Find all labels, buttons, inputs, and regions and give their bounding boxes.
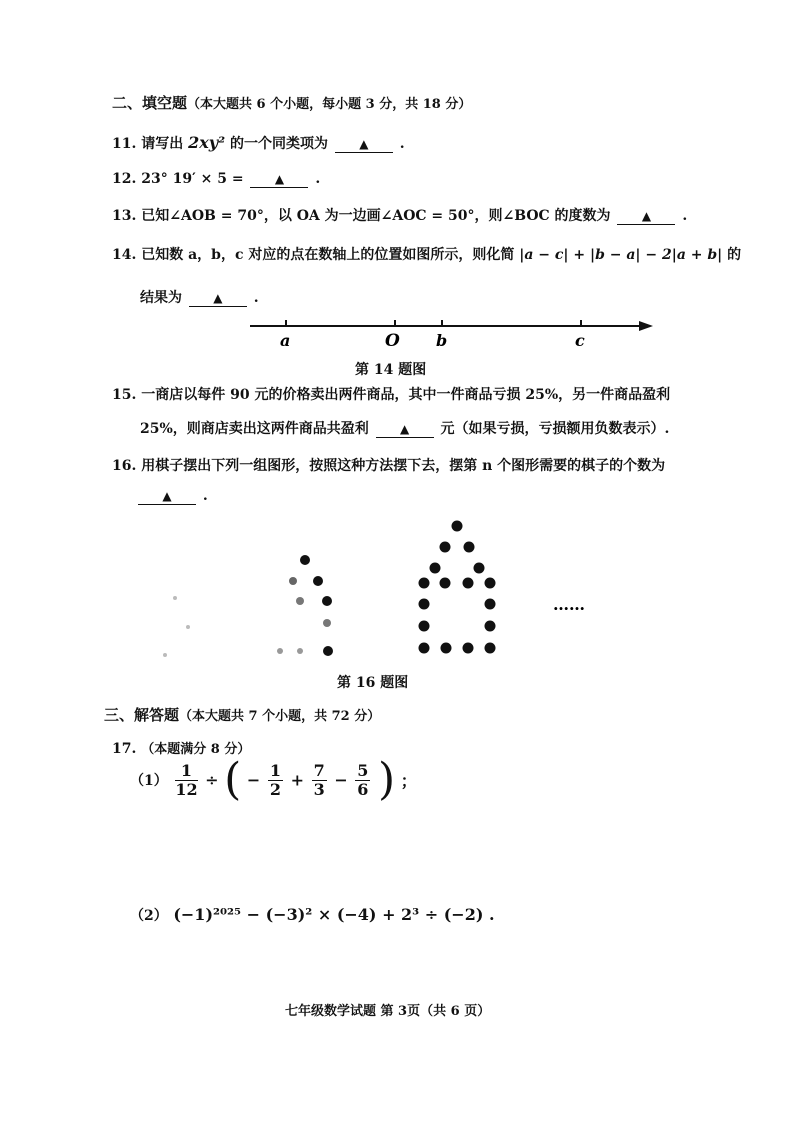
- q11-end: .: [399, 136, 405, 152]
- q17-p1-end: ；: [400, 771, 417, 791]
- piece: [323, 619, 331, 627]
- piece: [419, 621, 430, 632]
- piece: [173, 596, 177, 600]
- q13-text: 已知∠AOB = 70°，以 OA 为一边画∠AOC = 50°，则∠BOC 的度数为: [141, 208, 611, 224]
- plus-sign: +: [290, 770, 305, 790]
- answer-blank-16[interactable]: ▲: [138, 488, 196, 505]
- answer-blank-11[interactable]: ▲: [335, 136, 393, 153]
- q11-pre: 请写出: [141, 136, 184, 152]
- axis-label-o: O: [385, 331, 400, 351]
- q13-number: 13.: [112, 208, 137, 224]
- section2-header: [112, 92, 471, 113]
- q14-post: 的: [727, 247, 742, 263]
- question-14-line2: [140, 287, 259, 307]
- piece: [463, 578, 474, 589]
- fraction-denominator: 6: [357, 779, 369, 799]
- fraction-numerator: 1: [269, 760, 282, 780]
- q14-number: 14.: [112, 247, 137, 263]
- q12-end: .: [315, 171, 321, 187]
- piece: [322, 596, 332, 606]
- question-16-line2: [136, 488, 208, 505]
- section3-header: [104, 704, 380, 725]
- piece: [296, 597, 304, 605]
- piece: [464, 542, 475, 553]
- piece: [163, 653, 167, 657]
- section2-title: 二、填空题: [112, 94, 188, 112]
- fraction-numerator: 1: [175, 762, 197, 781]
- question-13: [112, 205, 687, 225]
- piece: [485, 578, 496, 589]
- answer-blank-15[interactable]: ▲: [376, 421, 434, 438]
- piece: [430, 563, 441, 574]
- question-12: [112, 171, 320, 188]
- minus-sign: −: [246, 770, 261, 790]
- fraction-numerator: 7: [313, 760, 325, 780]
- q14-expression: |a − c| + |b − a| − 2|a + b|: [519, 247, 723, 263]
- q12-expression: 23° 19′ × 5 =: [141, 171, 244, 187]
- fraction-1-2: [268, 762, 283, 799]
- minus-sign-2: −: [334, 770, 348, 790]
- figure-1-faint: [163, 596, 190, 657]
- q15-line1: 一商店以每件 90 元的价格卖出两件商品，其中一件商品亏损 25%，另一件商品盈利: [141, 387, 671, 403]
- piece: [419, 643, 430, 654]
- q17-note: （本题满分 8 分）: [141, 742, 251, 757]
- piece: [277, 648, 283, 654]
- piece: [297, 648, 303, 654]
- piece: [300, 555, 310, 565]
- piece: [463, 643, 474, 654]
- question-11: [112, 133, 405, 153]
- fraction-denominator: 3: [313, 779, 325, 799]
- q14-line2: 结果为: [140, 290, 182, 306]
- piece: [186, 625, 190, 629]
- piece: [485, 621, 496, 632]
- question-14: [112, 244, 741, 264]
- q11-post: 的一个同类项为: [229, 136, 328, 152]
- piece: [452, 521, 463, 532]
- section2-desc: （本大题共 6 个小题，每小题 3 分，共 18 分）: [187, 97, 472, 112]
- right-paren: ): [378, 754, 396, 805]
- fraction-denominator: 2: [269, 779, 282, 799]
- piece: [441, 643, 452, 654]
- section3-desc: （本大题共 7 个小题，共 72 分）: [179, 709, 381, 724]
- piece: [485, 643, 496, 654]
- figure-16-caption: 第 16 题图: [337, 675, 409, 691]
- section3-title: 三、解答题: [104, 706, 180, 724]
- q13-end: .: [682, 208, 688, 224]
- piece: [440, 578, 451, 589]
- piece: [313, 576, 323, 586]
- answer-blank-13[interactable]: ▲: [617, 208, 675, 225]
- piece: [289, 577, 297, 585]
- axis-label-a: a: [280, 331, 291, 350]
- answer-blank-12[interactable]: ▲: [250, 171, 308, 188]
- figure-14-caption: 第 14 题图: [355, 362, 427, 378]
- piece: [419, 578, 430, 589]
- fraction-numerator: 5: [357, 760, 369, 780]
- q14-text: 已知数 a，b，c 对应的点在数轴上的位置如图所示，则化简: [141, 247, 515, 263]
- page-footer: 七年级数学试题 第 3页（共 6 页）: [285, 1004, 491, 1019]
- piece: [485, 599, 496, 610]
- fraction-denominator: 12: [175, 779, 198, 799]
- axis-label-b: b: [436, 331, 448, 350]
- piece: [474, 563, 485, 574]
- question-15: [112, 384, 670, 404]
- q15-line2-post: 元（如果亏损，亏损额用负数表示）.: [440, 421, 670, 437]
- left-paren: (: [224, 754, 242, 805]
- question-16: [112, 455, 665, 475]
- axis-label-c: c: [575, 331, 585, 350]
- fraction-5-6: [355, 762, 370, 799]
- piece: [419, 599, 430, 610]
- q17-p1-label: （1）: [130, 773, 168, 789]
- q17-p2-label: （2）: [130, 908, 168, 924]
- q15-line2-pre: 25%，则商店卖出这两件商品共盈利: [140, 421, 369, 437]
- figure-3: [419, 521, 496, 654]
- q16-number: 16.: [112, 458, 137, 474]
- chess-pieces-figure: [150, 515, 630, 665]
- number-line-figure: [245, 312, 665, 354]
- piece: [440, 542, 451, 553]
- question-15-line2: [140, 418, 669, 438]
- q15-number: 15.: [112, 387, 137, 403]
- q17-p2-end: .: [489, 905, 495, 924]
- q17-part2: [130, 905, 495, 925]
- figure-2: [277, 555, 333, 656]
- figure-ellipsis: ……: [553, 595, 585, 614]
- fraction-1-12: [175, 762, 197, 799]
- number-line-arrow: [639, 321, 653, 331]
- q11-number: 11.: [112, 136, 137, 152]
- q17-part1: [130, 754, 417, 805]
- q14-end: .: [253, 290, 259, 306]
- q11-expression: 2xy²: [188, 133, 226, 152]
- answer-blank-14[interactable]: ▲: [189, 290, 247, 307]
- piece: [323, 646, 333, 656]
- q17-p2-expression: (−1)²⁰²⁵ − (−3)² × (−4) + 2³ ÷ (−2): [173, 905, 484, 924]
- q17-number: 17.: [112, 741, 137, 757]
- q16-line1: 用棋子摆出下列一组图形，按照这种方法摆下去，摆第 n 个图形需要的棋子的个数为: [141, 458, 666, 474]
- fraction-7-3: [312, 762, 327, 799]
- q12-number: 12.: [112, 171, 137, 187]
- divide-sign: ÷: [205, 770, 219, 790]
- q16-end: .: [202, 488, 208, 504]
